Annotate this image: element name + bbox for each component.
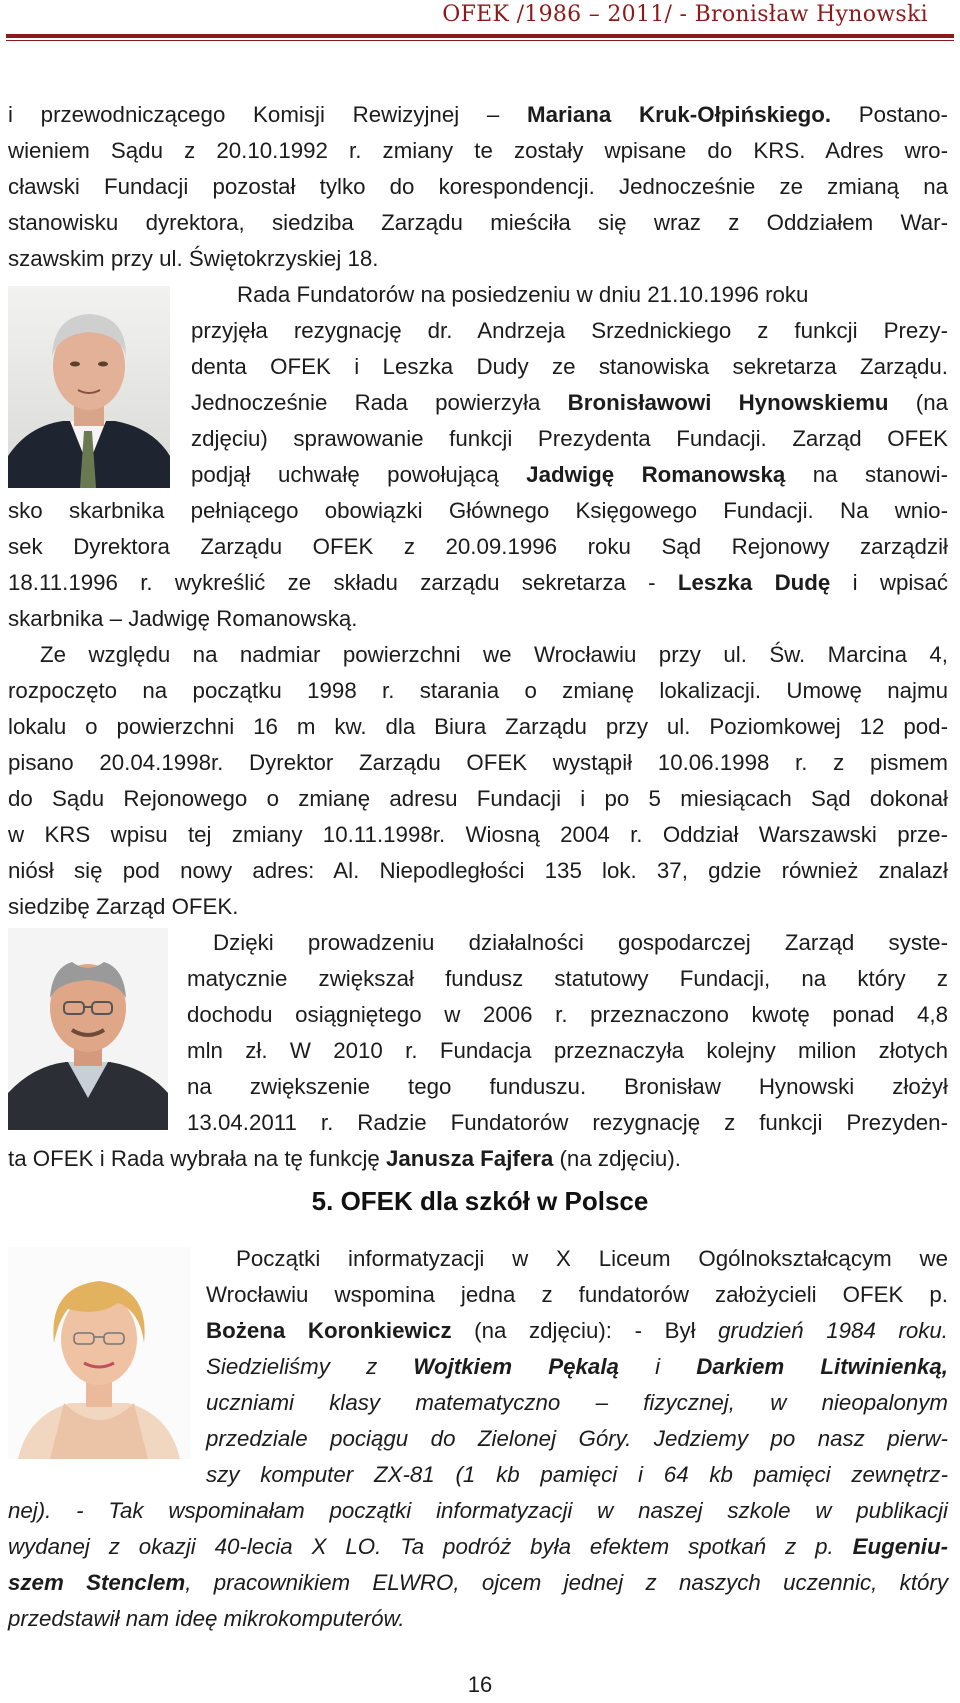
para5-line5: uczniami klasy matematyczno – fizycznej, w nieopalonym xyxy=(206,1390,948,1415)
para2-line1: Rada Fundatorów na posiedzeniu w dniu 21.10.1996 roku xyxy=(237,282,809,307)
para5-line2: Wrocławiu wspomina jedna z fundatorów założycieli OFEK p. xyxy=(206,1282,948,1307)
name-bozena-koronkiewicz: Bożena Koronkiewicz xyxy=(206,1318,452,1343)
para5-line9: wydanej z okazji 40-lecia X LO. Ta podróż była efektem spotkań z p. Eugeniu- xyxy=(8,1534,948,1559)
name-jadwiga-romanowska: Jadwigę Romanowską xyxy=(526,462,786,487)
para3-line6: w KRS wpisu tej zmiany 10.11.1998r. Wiosną 2004 r. Oddział Warszawski prze- xyxy=(8,822,948,847)
para2-line8: sek Dyrektora Zarządu OFEK z 20.09.1996 roku Sąd Rejonowy zarządził xyxy=(8,534,948,559)
name-janusz-fajfer: Janusza Fajfera xyxy=(386,1146,554,1171)
para3-line1: Ze względu na nadmiar powierzchni we Wrocławiu przy ul. Św. Marcina 4, xyxy=(40,642,948,667)
photo-janusz-fajfer xyxy=(8,928,168,1130)
para3-line3: lokalu o powierzchni 16 m kw. dla Biura Zarządu przy ul. Poziomkowej 12 pod- xyxy=(8,714,948,739)
name-darek-litwinienko: Darkiem Litwinienką, xyxy=(696,1354,948,1379)
para1-line3: cławski Fundacji pozostał tylko do korespondencji. Jednocześnie ze zmianą na xyxy=(8,174,948,199)
para1-line1: i przewodniczącego Komisji Rewizyjnej – Mariana Kruk-Ołpińskiego. Postano- xyxy=(8,102,948,127)
para1-line5: szawskim przy ul. Świętokrzyskiej 18. xyxy=(8,246,379,271)
para5-line10: szem Stenclem, pracownikiem ELWRO, ojcem jednej z naszych uczennic, który xyxy=(8,1570,948,1595)
para3-line2: rozpoczęto na początku 1998 r. starania o zmianę lokalizacji. Umowę najmu xyxy=(8,678,948,703)
para5-line7: szy komputer ZX-81 (1 kb pamięci i 64 kb pamięci zewnętrz- xyxy=(206,1462,948,1487)
para4-line7: ta OFEK i Rada wybrała na tę funkcję Janusza Fajfera (na zdjęciu). xyxy=(8,1146,681,1171)
para4-line3: dochodu osiągniętego w 2006 r. przeznaczono kwotę ponad 4,8 xyxy=(187,1002,948,1027)
photo-bozena-koronkiewicz xyxy=(8,1247,190,1459)
para3-line8: siedzibę Zarząd OFEK. xyxy=(8,894,239,919)
name-mariana-kruk-olpinskiego: Mariana Kruk-Ołpińskiego. xyxy=(527,102,832,127)
para5-line11: przedstawił nam ideę mikrokomputerów. xyxy=(8,1606,405,1631)
para5-line6: przedziale pociągu do Zielonej Góry. Jedziemy po nasz pierw- xyxy=(206,1426,948,1451)
header-rule-thin xyxy=(6,40,954,41)
para2-line2: przyjęła rezygnację dr. Andrzeja Srzednickiego z funkcji Prezy- xyxy=(191,318,948,343)
para3-line4: pisano 20.04.1998r. Dyrektor Zarządu OFEK wystąpił 10.06.1998 r. z pismem xyxy=(8,750,948,775)
name-eugeniusz-stencel-part2: szem Stenclem xyxy=(8,1570,186,1595)
running-header xyxy=(0,0,960,44)
para2-line3: denta OFEK i Leszka Dudy ze stanowiska sekretarza Zarządu. xyxy=(191,354,948,379)
para2-line10: skarbnika – Jadwigę Romanowską. xyxy=(8,606,358,631)
header-rule xyxy=(6,34,954,38)
para4-line6: 13.04.2011 r. Radzie Fundatorów rezygnację z funkcji Prezyden- xyxy=(187,1110,948,1135)
para3-line5: do Sądu Rejonowego o zmianę adresu Fundacji i po 5 miesiącach Sąd dokonał xyxy=(8,786,948,811)
name-bronislaw-hynowski: Bronisławowi Hynowskiemu xyxy=(567,390,889,415)
para3-line7: niósł się pod nowy adres: Al. Niepodległości 135 lok. 37, gdzie również znalazł xyxy=(8,858,948,883)
para4-line5: na zwiększenie tego funduszu. Bronisław Hynowski złożył xyxy=(187,1074,948,1099)
page-number: 16 xyxy=(467,1672,493,1697)
para5-line1: Początki informatyzacji w X Liceum Ogólnokształcącym we xyxy=(236,1246,948,1271)
header-title: OFEK /1986 – 2011/ - Bronisław Hynowski xyxy=(442,2,928,27)
para1-line4: stanowisku dyrektora, siedziba Zarządu mieściła się wraz z Oddziałem War- xyxy=(8,210,948,235)
para5-line3: Bożena Koronkiewicz (na zdjęciu): - Był grudzień 1984 roku. xyxy=(206,1318,948,1343)
section-heading: 5. OFEK dla szkół w Polsce xyxy=(311,1186,649,1216)
para2-line4: Jednocześnie Rada powierzyła Bronisławowi Hynowskiemu (na xyxy=(191,390,948,415)
para2-line6: podjął uchwałę powołującą Jadwigę Romanowską na stanowi- xyxy=(191,462,948,487)
para4-line1: Dzięki prowadzeniu działalności gospodarczej Zarząd syste- xyxy=(213,930,948,955)
para4-line4: mln zł. W 2010 r. Fundacja przeznaczyła kolejny milion złotych xyxy=(187,1038,948,1063)
para2-line9: 18.11.1996 r. wykreślić ze składu zarządu sekretarza - Leszka Dudę i wpisać xyxy=(8,570,948,595)
name-leszek-duda: Leszka Dudę xyxy=(677,570,831,595)
para4-line2: matycznie zwiększał fundusz statutowy Fundacji, na który z xyxy=(187,966,948,991)
name-eugeniusz-stencel-part1: Eugeniu- xyxy=(852,1534,948,1559)
name-wojtek-pekala: Wojtkiem Pękalą xyxy=(413,1354,619,1379)
photo-bronislaw-hynowski xyxy=(8,286,170,488)
para5-line8: nej). - Tak wspominałam początki informatyzacji w naszej szkole w publikacji xyxy=(8,1498,948,1523)
para1-line2: wieniem Sądu z 20.10.1992 r. zmiany te zostały wpisane do KRS. Adres wro- xyxy=(8,138,948,163)
para5-line4: Siedzieliśmy z Wojtkiem Pękalą i Darkiem Litwinienką, xyxy=(206,1354,948,1379)
para2-line5: zdjęciu) sprawowanie funkcji Prezydenta Fundacji. Zarząd OFEK xyxy=(191,426,948,451)
para2-line7: sko skarbnika pełniącego obowiązki Głównego Księgowego Fundacji. Na wnio- xyxy=(8,498,948,523)
